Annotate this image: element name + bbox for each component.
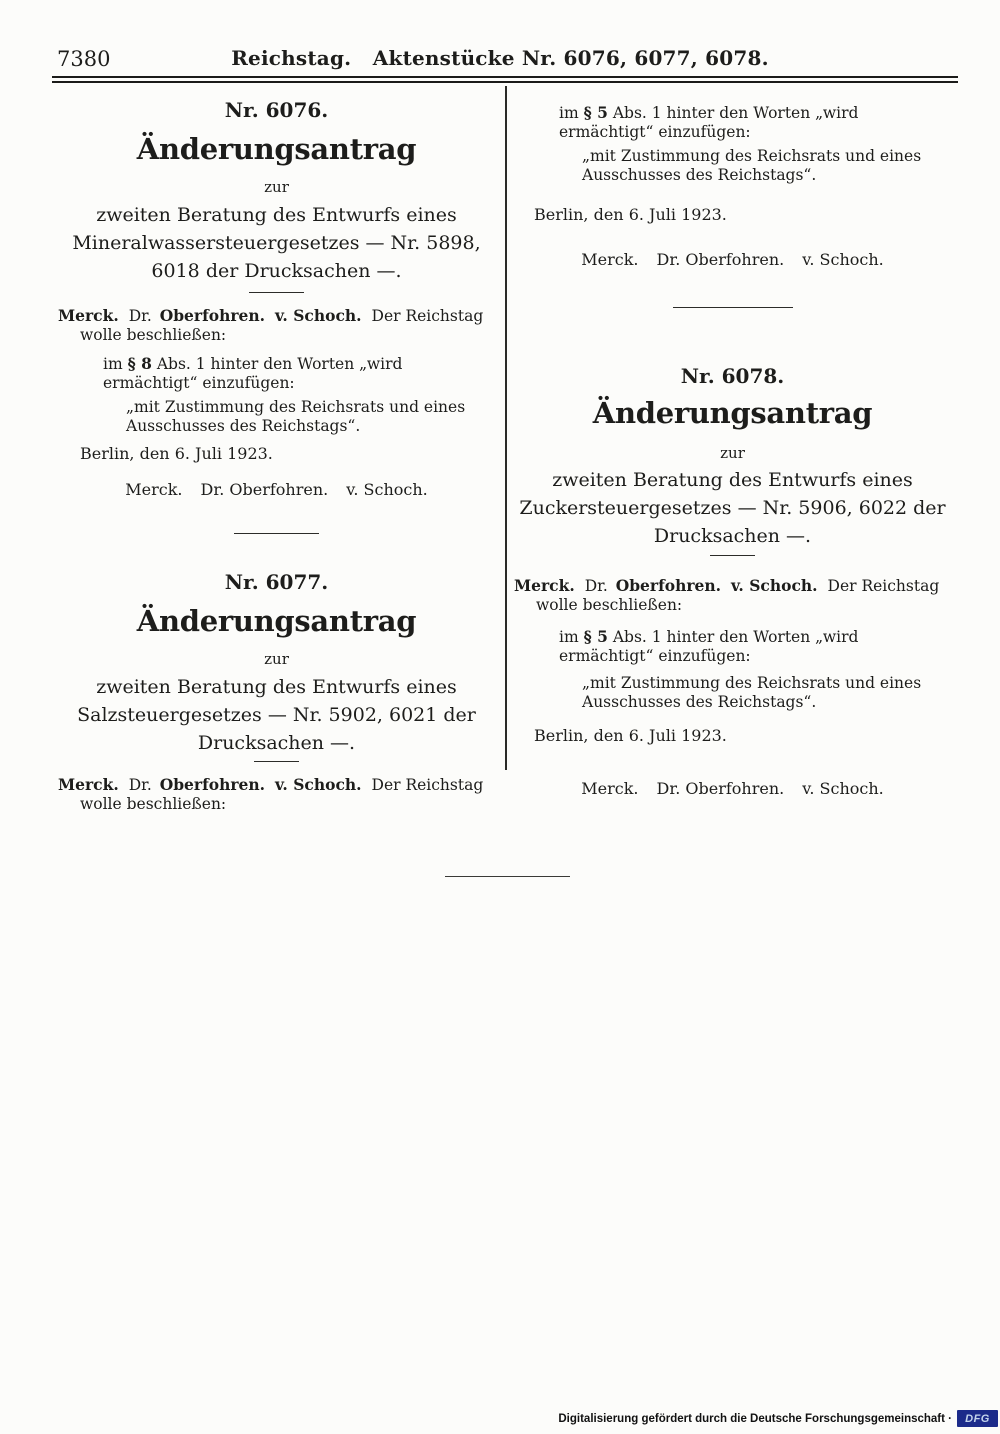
separator-rule xyxy=(234,533,319,534)
proposers-line-6076 xyxy=(58,306,495,345)
clause-suffix: Abs. 1 hinter den Worten „wird ermächtigt“ einzufügen: xyxy=(103,355,403,392)
zur-label: zur xyxy=(264,650,289,668)
resolution-intro: Der Reichstag wolle beschließen: xyxy=(80,307,484,344)
date-line-6078: Berlin, den 6. Juli 1923. xyxy=(534,726,727,745)
proposer-name: v. Schoch. xyxy=(274,775,362,794)
proposer-name: Merck. xyxy=(58,775,119,794)
proposer-name: v. Schoch. xyxy=(274,306,362,325)
proposer-title: Dr. xyxy=(128,307,152,325)
proposer-name: v. Schoch. xyxy=(730,576,818,595)
clause-prefix: im xyxy=(103,355,123,373)
resolution-intro: Der Reichstag wolle beschließen: xyxy=(536,577,940,614)
signatory: Dr. Oberfohren. xyxy=(656,779,785,798)
section-subject-6077: zweiten Beratung des Entwurfs eines Salzsteuergesetzes — Nr. 5902, 6021 der Drucksachen —. xyxy=(77,676,476,754)
signatory: Dr. Oberfohren. xyxy=(656,250,785,269)
clause-6078 xyxy=(559,627,951,666)
separator-rule xyxy=(710,555,755,556)
clause-prefix: im xyxy=(559,104,579,122)
insertion-text-6076: „mit Zustimmung des Reichsrats und eines Ausschusses des Reichstags“. xyxy=(126,398,466,435)
right-column xyxy=(514,0,951,798)
date-line-6076: Berlin, den 6. Juli 1923. xyxy=(80,444,273,463)
proposer-name: Oberfohren. xyxy=(159,306,266,325)
proposers-line-6078 xyxy=(514,576,951,615)
insertion-text-6077: „mit Zustimmung des Reichsrats und eines Ausschusses des Reichstags“. xyxy=(582,147,922,184)
proposer-name: Merck. xyxy=(514,576,575,595)
section-heading-6077: Änderungsantrag xyxy=(136,604,417,638)
clause-6077 xyxy=(559,103,951,142)
section-heading-6078: Änderungsantrag xyxy=(592,396,873,430)
clause-suffix: Abs. 1 hinter den Worten „wird ermächtigt“ einzufügen: xyxy=(559,104,859,141)
page-number: 7380 xyxy=(57,47,111,71)
dfg-logo: DFG xyxy=(957,1410,998,1427)
proposers-line-6077 xyxy=(58,775,495,814)
proposer-name: Oberfohren. xyxy=(615,576,722,595)
signatory: v. Schoch. xyxy=(802,779,884,798)
resolution-intro: Der Reichstag wolle beschließen: xyxy=(80,776,484,813)
clause-suffix: Abs. 1 hinter den Worten „wird ermächtigt“ einzufügen: xyxy=(559,628,859,665)
section-number-6077: Nr. 6077. xyxy=(224,570,329,594)
signature-line-6078 xyxy=(514,779,951,798)
section-number-6078: Nr. 6078. xyxy=(680,364,785,388)
separator-rule xyxy=(254,761,299,762)
signatory: Dr. Oberfohren. xyxy=(200,480,329,499)
date-line-6077: Berlin, den 6. Juli 1923. xyxy=(534,205,727,224)
left-column xyxy=(58,0,495,814)
section-end-rule xyxy=(445,876,570,877)
signatory: v. Schoch. xyxy=(802,250,884,269)
signatory: Merck. xyxy=(125,480,183,499)
section-subject-6076: zweiten Beratung des Entwurfs eines Mineralwassersteuergesetzes — Nr. 5898, 6018 der Drucksachen —. xyxy=(72,204,481,282)
digitization-footer xyxy=(558,1410,998,1427)
section-number-6076: Nr. 6076. xyxy=(224,98,329,122)
proposer-title: Dr. xyxy=(128,776,152,794)
zur-label: zur xyxy=(264,178,289,196)
paragraph-ref: § 8 xyxy=(127,354,152,373)
proposer-name: Oberfohren. xyxy=(159,775,266,794)
signature-line-6077 xyxy=(514,250,951,269)
section-heading-6076: Änderungsantrag xyxy=(136,132,417,166)
column-divider-rule xyxy=(505,86,507,770)
footer-text: Digitalisierung gefördert durch die Deutsche Forschungsgemeinschaft · xyxy=(558,1412,952,1425)
insertion-text-6078: „mit Zustimmung des Reichsrats und eines Ausschusses des Reichstags“. xyxy=(582,674,922,711)
section-subject-6078: zweiten Beratung des Entwurfs eines Zuckersteuergesetzes — Nr. 5906, 6022 der Drucksachen —. xyxy=(519,469,946,547)
header-title: Reichstag. Aktenstücke Nr. 6076, 6077, 6078. xyxy=(231,46,769,70)
signature-line-6076 xyxy=(58,480,495,499)
separator-rule xyxy=(249,292,304,293)
signatory: v. Schoch. xyxy=(346,480,428,499)
clause-prefix: im xyxy=(559,628,579,646)
clause-6076 xyxy=(103,354,495,393)
proposer-name: Merck. xyxy=(58,306,119,325)
zur-label: zur xyxy=(720,444,745,462)
proposer-title: Dr. xyxy=(584,577,608,595)
signatory: Merck. xyxy=(581,250,639,269)
paragraph-ref: § 5 xyxy=(583,627,608,646)
separator-rule xyxy=(673,307,793,308)
paragraph-ref: § 5 xyxy=(583,103,608,122)
signatory: Merck. xyxy=(581,779,639,798)
